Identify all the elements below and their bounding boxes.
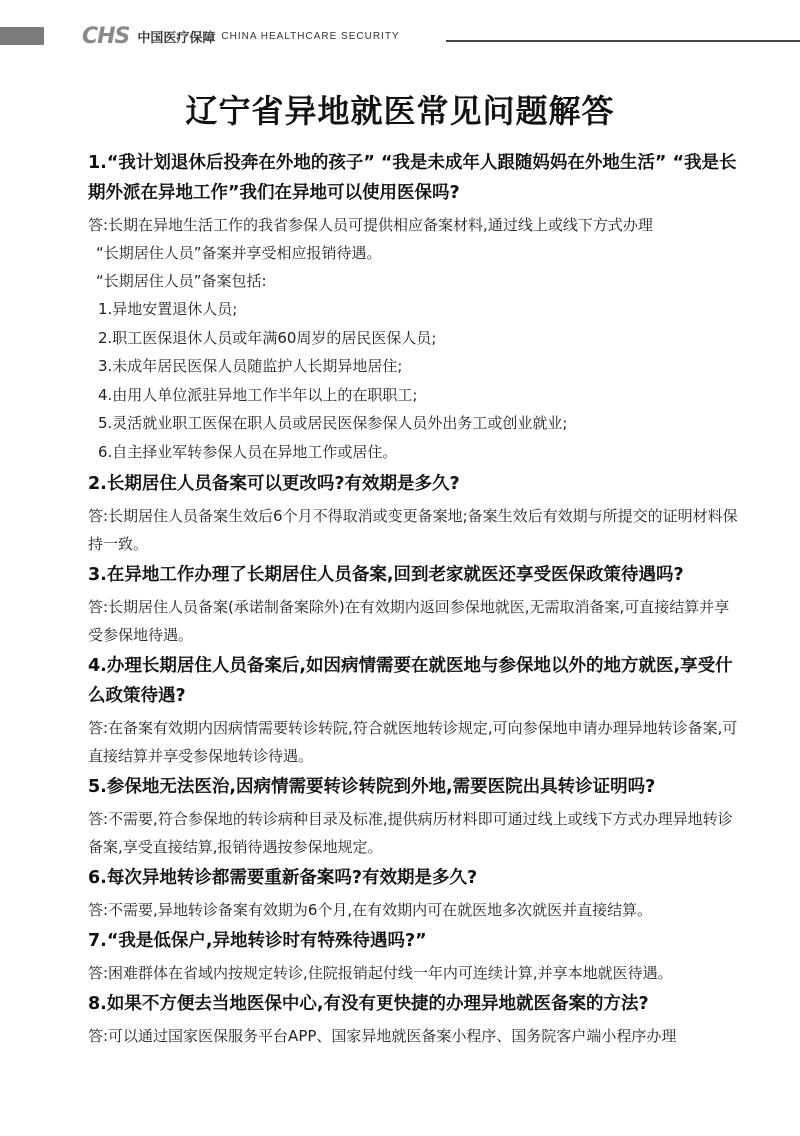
chs-logo — [82, 24, 400, 48]
logo-chinese-text: 中国医疗保障 — [137, 30, 216, 46]
page-title: 辽宁省异地就医常见问题解答 — [185, 92, 615, 130]
answer-8: 答:可以通过国家医保服务平台APP、国家异地就医备案小程序、国务院客户端小程序办理 — [88, 1026, 677, 1045]
answer-6: 答:不需要,异地转诊备案有效期为6个月,在有效期内可在就医地多次就医并直接结算。 — [88, 900, 653, 919]
question-3: 3.在异地工作办理了长期居住人员备案,回到老家就医还享受医保政策待遇吗? — [88, 564, 684, 585]
question-8: 8.如果不方便去当地医保中心,有没有更快捷的办理异地就医备案的方法? — [88, 993, 649, 1014]
header-rule — [446, 40, 800, 42]
list-item: 4.由用人单位派驻异地工作半年以上的在职职工; — [98, 385, 418, 404]
logo-english-text: CHINA HEALTHCARE SECURITY — [221, 30, 400, 42]
answer-7: 答:困难群体在省域内按规定转诊,住院报销起付线一年内可连续计算,并享本地就医待遇。 — [88, 963, 673, 982]
list-item: 3.未成年居民医保人员随监护人长期异地居住; — [98, 357, 403, 376]
page-header — [0, 0, 800, 60]
answer-1-continued: “长期居住人员”备案并享受相应报销待遇。 — [96, 244, 382, 262]
question-2: 2.长期居住人员备案可以更改吗?有效期是多久? — [88, 473, 460, 494]
list-item: 1.异地安置退休人员; — [98, 300, 238, 318]
answer-4: 答:在备案有效期内因病情需要转诊转院,符合就医地转诊规定,可向参保地申请办理异地转诊备案,可直接结算并享受参保地转诊待遇。 — [88, 718, 738, 765]
header-accent-block — [0, 27, 44, 45]
question-5: 5.参保地无法医治,因病情需要转诊转院到外地,需要医院出具转诊证明吗? — [88, 776, 656, 797]
answer-5: 答:不需要,符合参保地的转诊病种目录及标准,提供病历材料即可通过线上或线下方式办理异地转诊备案,享受直接结算,报销待遇按参保地规定。 — [88, 809, 733, 856]
question-6: 6.每次异地转诊都需要重新备案吗?有效期是多久? — [88, 867, 478, 888]
question-7: 7.“我是低保户,异地转诊时有特殊待遇吗?” — [88, 930, 427, 951]
list-item: 6.自主择业军转参保人员在异地工作或居住。 — [98, 442, 398, 461]
question-4: 4.办理长期居住人员备案后,如因病情需要在就医地与参保地以外的地方就医,享受什么政策待遇? — [88, 655, 733, 706]
list-item: 2.职工医保退休人员或年满60周岁的居民医保人员; — [98, 328, 437, 347]
answer-1: 答:长期在异地生活工作的我省参保人员可提供相应备案材料,通过线上或线下方式办理 — [88, 216, 653, 234]
answer-1-list-intro: “长期居住人员”备案包括: — [96, 272, 267, 290]
answer-2: 答:长期居住人员备案生效后6个月不得取消或变更备案地;备案生效后有效期与所提交的证明材料保持一致。 — [88, 506, 738, 553]
chs-logo-mark: CHS — [82, 23, 130, 49]
faq-content — [88, 146, 738, 1050]
question-1: 1.“我计划退休后投奔在外地的孩子” “我是未成年人跟随妈妈在外地生活” “我是长期外派在异地工作”我们在异地可以使用医保吗? — [88, 153, 737, 203]
list-item: 5.灵活就业职工医保在职人员或居民医保参保人员外出务工或创业就业; — [98, 414, 568, 433]
answer-3: 答:长期居住人员备案(承诺制备案除外)在有效期内返回参保地就医,无需取消备案,可直接结算并享受参保地待遇。 — [88, 597, 730, 644]
